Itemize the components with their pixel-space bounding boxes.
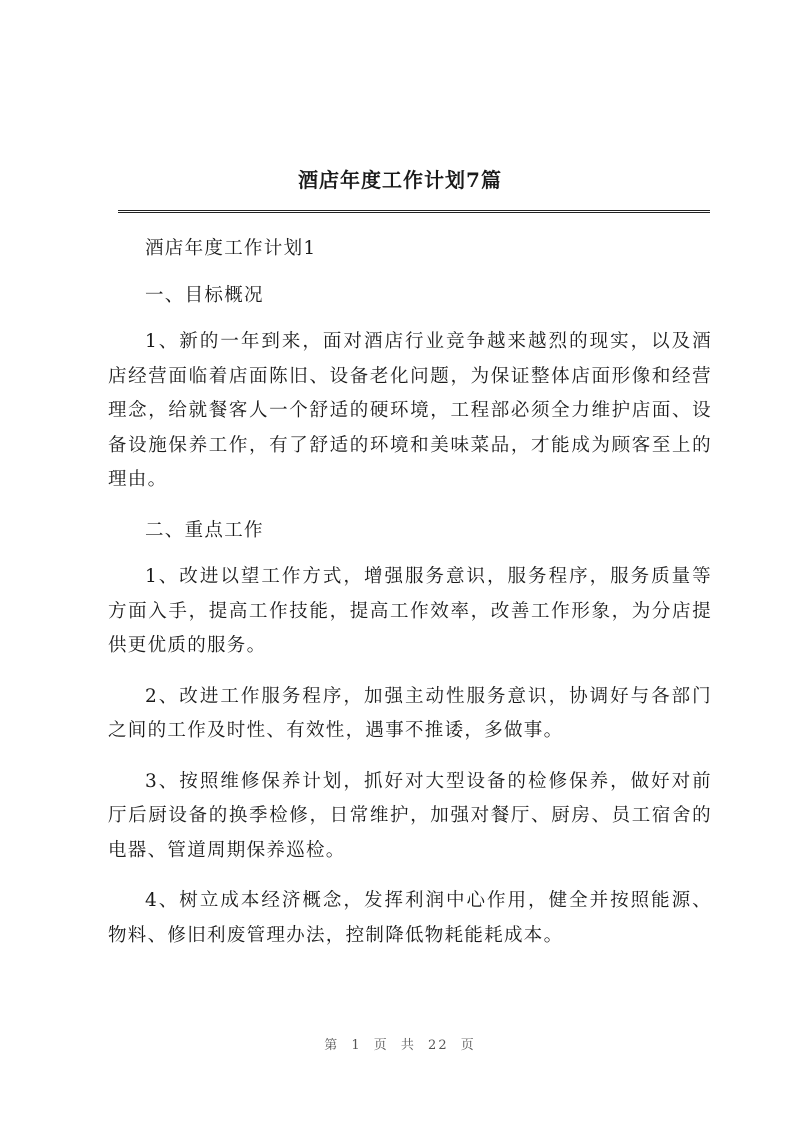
paragraph-key-work-1: 1、改进以望工作方式，增强服务意识，服务程序，服务质量等方面入手，提高工作技能，提高工作效率，改善工作形象，为分店提供更优质的服务。: [108, 566, 712, 656]
paragraph-goals-1: 1、新的一年到来，面对酒店行业竞争越来越烈的现实，以及酒店经营面临着店面陈旧、设备老化问题，为保证整体店面形像和经营理念，给就餐客人一个舒适的硬环境，工程部必须全力维护店面、设备设施保养工作，有了舒适的环境和美味菜品，才能成为顾客至上的理由。: [108, 331, 712, 490]
section-heading-key-work: 二、重点工作: [145, 519, 264, 541]
paragraph-key-work-4: 4、树立成本经济概念，发挥利润中心作用，健全并按照能源、物料、修旧利废管理办法，控制降低物耗能耗成本。: [108, 890, 712, 946]
section-heading-plan-1: 酒店年度工作计划1: [145, 238, 317, 259]
document-title: 酒店年度工作计划7篇: [298, 168, 502, 192]
paragraph-key-work-3: 3、按照维修保养计划，抓好对大型设备的检修保养，做好对前厅后厨设备的换季检修，日常维护，加强对餐厅、厨房、员工宿舍的电器、管道周期保养巡检。: [108, 770, 712, 861]
title-divider: [118, 210, 710, 213]
document-body: [108, 232, 712, 965]
section-heading-goals: 一、目标概况: [145, 284, 264, 306]
paragraph-key-work-2: 2、改进工作服务程序，加强主动性服务意识，协调好与各部门之间的工作及时性、有效性，遇事不推诿，多做事。: [108, 685, 712, 741]
page-number-footer: 第 1 页 共 22 页: [324, 1038, 476, 1053]
